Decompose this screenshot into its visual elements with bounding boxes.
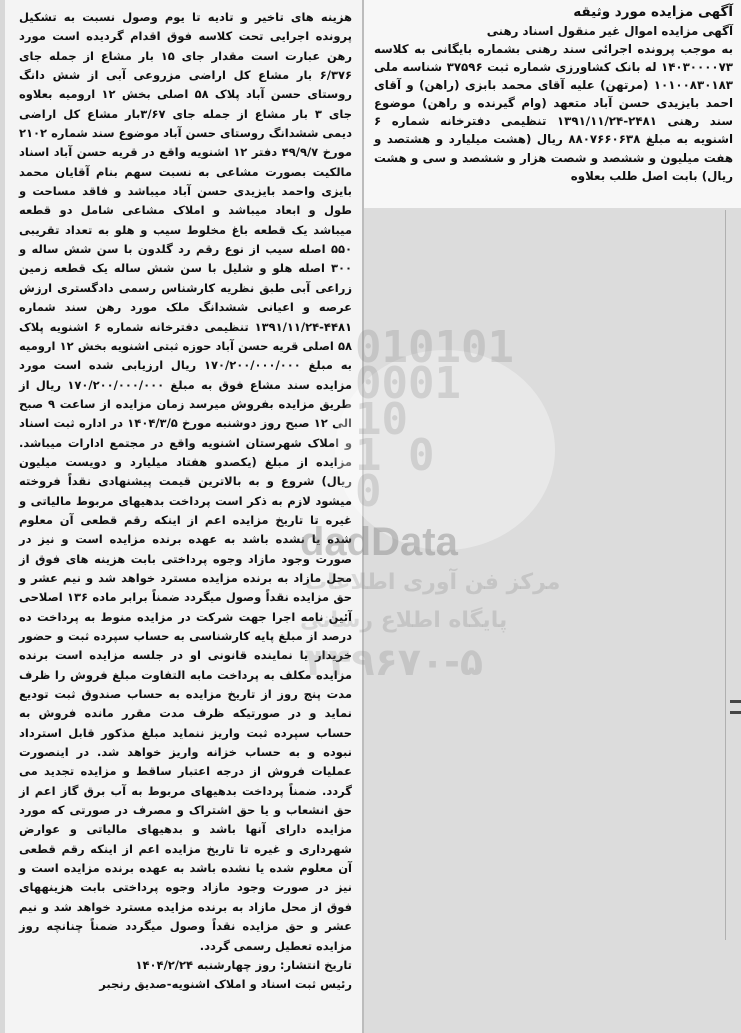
watermark-text-line2: پایگاه اطلاع رسانی <box>300 608 508 633</box>
watermark-digits: 010101 0001 10 1 0 0 <box>355 322 514 517</box>
watermark-blob <box>335 350 555 550</box>
blank-background-area <box>364 208 741 1033</box>
edge-mark <box>730 700 741 714</box>
notice-left-column <box>5 0 362 1033</box>
notice-right-column <box>364 0 741 208</box>
publish-date: تاریخ انتشار: روز چهارشنبه ۱۴۰۴/۲/۲۴ <box>135 957 352 972</box>
notice-heading: آگهی مزایده مورد وثیقه <box>573 4 733 20</box>
paper-fold-line <box>725 210 726 940</box>
notice-subheading: آگهی مزایده اموال غیر منقول اسناد رهنی <box>486 24 733 38</box>
watermark-phone: ۳۴۹۶۷۰-۵ <box>305 640 484 684</box>
watermark-text-line1: مرکز فن آوری اطلاعات <box>305 570 561 595</box>
notice-left-body: هزینه های تاخیر و تادیه تا یوم وصول نسبت به تشکیل پرونده اجرایی تحت کلاسه فوق اقدام گردیده است مورد رهن عبارت است مقدار جای ۱۵ بار مشاع از جمله جای ۶/۳۷۶ بار مشاع کل اراضی مزروعی آبی از شش دانگ روستای حسن آباد پلاک ۵۸ اصلی بخش ۱۲ ارومیه بعلاوه جای ۳ بار مشاع از جمله جای ۳/۶۷بار مشاع کل اراضی دیمی ششدانگ روستای حسن آباد موضوع سند شماره ۲۱۰۲ مورخ ۴۹/۹/۷ دفتر ۱۲ اشنویه واقع در قریه حسن آباد اسناد مالکیت بصورت مشاعی به نسبت سهم بنام آقایان محمد بایزی واحمد بایزیدی حسن آباد میباشد و فاقد مساحت و طول و ابعاد میباشد و املاک مشاعی شامل دو قطعه میباشد یک قطعه باغ مخلوط سیب و هلو به تعداد تقریبی ۵۵۰ اصله سیب از نوع رقم رد گلدون با سن شش ساله و ۳۰۰ اصله هلو و شلیل با سن شش ساله یک قطعه زمین زراعی آبی طبق نظریه کارشناس رسمی دادگستری ارزش عرصه و اعیانی ششدانگ ملک مورد رهن سند شماره ۴۴۸۱-۱۳۹۱/۱۱/۲۴ تنظیمی دفترخانه شماره ۶ اشنویه پلاک ۵۸ اصلی قریه حسن آباد حوزه ثبتی اشنویه بخش ۱۲ ارومیه به مبلغ ۱۷۰/۲۰۰/۰۰۰/۰۰۰ ریال ارزیابی شده است مورد مزایده سند مشاع فوق به مبلغ ۱۷۰/۲۰۰/۰۰۰/۰۰۰ ریال از طریق مزایده بفروش میرسد زمان مزایده از ساعت ۹ صبح الی ۱۲ صبح روز دوشنبه مورخ ۱۴۰۴/۳/۵ در اداره ثبت اسناد و املاک شهرستان اشنویه واقع در مجتمع ادارات میباشد. مزایده از مبلغ (یکصدو هفتاد میلیارد و دویست میلیون ریال) شروع و به بالاترین قیمت پیشنهادی نقداً فروخته میشود لازم به ذکر است پرداخت بدهیهای مربوط مالیاتی و غیره تا تاریخ مزایده اعم از اینکه رقم قطعی آن معلوم شده یا نشده باشد به عهده برنده مزایده است و نیز در صورت وجود مازاد وجوه پرداختی بابت هزینه های فوق از محل مازاد به برنده مزایده مسترد خواهد شد و نیم عشر و حق مزایده نقداً وصول میگردد ضمناً برابر ماده ۱۳۶ اصلاحی آئین نامه اجرا جهت شرکت در مزایده منوط به پرداخت ده درصد از مبلغ پایه کارشناسی به حساب سپرده ثبت و حضور خریدار یا نماینده قانونی او در جلسه مزایده است برنده مزایده مکلف به پرداخت مابه التفاوت مبلغ فروش را ظرف مدت پنج روز از تاریخ مزایده به حساب صندوق ثبت تودیع نماید و در صورتیکه ظرف مدت مقرر مانده فروش به حساب سپرده ثبت واریز ننماید مبلغ مذکور قابل استرداد نبوده و به حساب خزانه واریز خواهد شد. در اینصورت عملیات فروش از درجه اعتبار ساقط و مزایده تجدید می گردد. ضمناً پرداخت بدهیهای مربوط به آب برق گاز اعم از حق انشعاب و یا حق اشتراک و مصرف در صورتی که مورد مزایده دارای آنها باشد و بدهیهای مالیاتی و عوارض شهرداری و غیره تا تاریخ مزایده اعم از اینکه رقم قطعی آن معلوم شده یا نشده باشد به عهده برنده مزایده است و نیز در صورت وجود مازاد وجوه پرداختی بابت هزینههای فوق از محل مازاد به برنده مزایده مسترد خواهد شد و نیم عشر و حق مزایده نقداً وصول میگردد ضمناً چنانچه روز مزایده تعطیل رسمی گردد. <box>19 10 352 953</box>
watermark-brand: dadData <box>300 520 458 564</box>
signature: رئیس ثبت اسناد و املاک اشنویه-صدیق رنجبر <box>99 977 352 992</box>
notice-right-body: به موجب پرونده اجرائی سند رهنی بشماره بایگانی به کلاسه ۱۴۰۳۰۰۰۰۷۳ له بانک کشاورزی شماره ثبت ۳۷۵۹۶ شناسه ملی ۱۰۱۰۰۸۳۰۱۸۳ (مرتهن) علیه آقای محمد بابزی (راهن) و آقای احمد بایزیدی حسن آباد متعهد (وام گیرنده و راهن) موضوع سند رهنی ۲۴۸۱-۱۳۹۱/۱۱/۲۴ تنظیمی دفترخانه شماره ۶ اشنویه به مبلغ ۸۸۰۷۶۶۰۶۳۸ ریال (هشت میلیارد و هشتصد و هفت میلیون و ششصد و شصت هزار و ششصد و سی و هشت ریال) بابت اصل طلب بعلاوه <box>374 42 734 183</box>
